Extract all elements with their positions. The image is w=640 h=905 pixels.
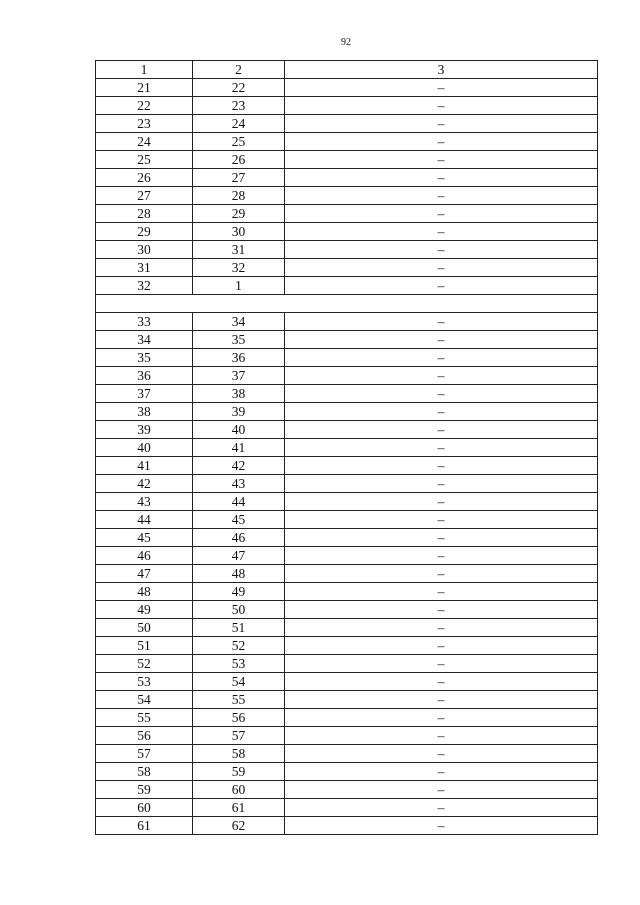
cell-col-3: – bbox=[285, 241, 598, 259]
cell-col-2: 50 bbox=[193, 601, 285, 619]
cell-col-2: 38 bbox=[193, 385, 285, 403]
cell-col-2: 45 bbox=[193, 511, 285, 529]
cell-col-1: 41 bbox=[96, 457, 193, 475]
cell-col-2: 22 bbox=[193, 79, 285, 97]
cell-col-3: – bbox=[285, 709, 598, 727]
table-row bbox=[96, 511, 598, 529]
cell-col-3: – bbox=[285, 637, 598, 655]
cell-col-1: 28 bbox=[96, 205, 193, 223]
cell-col-2: 32 bbox=[193, 259, 285, 277]
table-body bbox=[96, 61, 598, 835]
cell-col-2: 43 bbox=[193, 475, 285, 493]
cell-col-3: – bbox=[285, 817, 598, 835]
cell-col-1: 37 bbox=[96, 385, 193, 403]
cell-col-2: 39 bbox=[193, 403, 285, 421]
table-row bbox=[96, 259, 598, 277]
cell-col-1: 22 bbox=[96, 97, 193, 115]
data-table bbox=[95, 60, 598, 835]
cell-col-3: – bbox=[285, 475, 598, 493]
table-row bbox=[96, 457, 598, 475]
cell-col-1: 49 bbox=[96, 601, 193, 619]
cell-col-2: 40 bbox=[193, 421, 285, 439]
table-row bbox=[96, 169, 598, 187]
table-row bbox=[96, 691, 598, 709]
cell-col-1: 27 bbox=[96, 187, 193, 205]
cell-col-2: 54 bbox=[193, 673, 285, 691]
cell-col-3: – bbox=[285, 187, 598, 205]
cell-col-3: – bbox=[285, 763, 598, 781]
separator-row bbox=[96, 295, 598, 313]
cell-col-3: – bbox=[285, 115, 598, 133]
table-row bbox=[96, 331, 598, 349]
cell-col-1: 42 bbox=[96, 475, 193, 493]
cell-col-3: – bbox=[285, 619, 598, 637]
cell-col-2: 24 bbox=[193, 115, 285, 133]
table-row bbox=[96, 529, 598, 547]
cell-col-1: 60 bbox=[96, 799, 193, 817]
cell-col-3: – bbox=[285, 79, 598, 97]
cell-col-1: 30 bbox=[96, 241, 193, 259]
table-row bbox=[96, 421, 598, 439]
table-row bbox=[96, 583, 598, 601]
cell-col-2: 31 bbox=[193, 241, 285, 259]
cell-col-3: – bbox=[285, 547, 598, 565]
cell-col-1: 35 bbox=[96, 349, 193, 367]
cell-col-1: 54 bbox=[96, 691, 193, 709]
cell-col-3: – bbox=[285, 367, 598, 385]
table-row bbox=[96, 187, 598, 205]
table-row bbox=[96, 799, 598, 817]
cell-col-3: – bbox=[285, 601, 598, 619]
table-row bbox=[96, 115, 598, 133]
table-row bbox=[96, 781, 598, 799]
cell-col-2: 59 bbox=[193, 763, 285, 781]
header-cell-col-1: 1 bbox=[96, 61, 193, 79]
table-row bbox=[96, 475, 598, 493]
table-row bbox=[96, 349, 598, 367]
cell-col-2: 61 bbox=[193, 799, 285, 817]
cell-col-1: 44 bbox=[96, 511, 193, 529]
table-row bbox=[96, 493, 598, 511]
table-row bbox=[96, 151, 598, 169]
table-row bbox=[96, 655, 598, 673]
cell-col-3: – bbox=[285, 691, 598, 709]
cell-col-1: 21 bbox=[96, 79, 193, 97]
cell-col-3: – bbox=[285, 403, 598, 421]
cell-col-3: – bbox=[285, 511, 598, 529]
cell-col-3: – bbox=[285, 493, 598, 511]
cell-col-1: 38 bbox=[96, 403, 193, 421]
cell-col-2: 1 bbox=[193, 277, 285, 295]
header-cell-col-2: 2 bbox=[193, 61, 285, 79]
cell-col-2: 29 bbox=[193, 205, 285, 223]
cell-col-2: 55 bbox=[193, 691, 285, 709]
table-row bbox=[96, 619, 598, 637]
cell-col-1: 36 bbox=[96, 367, 193, 385]
cell-col-2: 51 bbox=[193, 619, 285, 637]
cell-col-2: 36 bbox=[193, 349, 285, 367]
cell-col-2: 37 bbox=[193, 367, 285, 385]
cell-col-2: 27 bbox=[193, 169, 285, 187]
cell-col-3: – bbox=[285, 781, 598, 799]
table-row bbox=[96, 133, 598, 151]
cell-col-1: 43 bbox=[96, 493, 193, 511]
cell-col-3: – bbox=[285, 421, 598, 439]
cell-col-1: 24 bbox=[96, 133, 193, 151]
cell-col-2: 28 bbox=[193, 187, 285, 205]
cell-col-1: 34 bbox=[96, 331, 193, 349]
cell-col-3: – bbox=[285, 439, 598, 457]
table-row bbox=[96, 403, 598, 421]
cell-col-1: 50 bbox=[96, 619, 193, 637]
cell-col-1: 31 bbox=[96, 259, 193, 277]
cell-col-3: – bbox=[285, 349, 598, 367]
table-row bbox=[96, 97, 598, 115]
cell-col-1: 39 bbox=[96, 421, 193, 439]
header-row bbox=[96, 61, 598, 79]
table-row bbox=[96, 367, 598, 385]
cell-col-1: 33 bbox=[96, 313, 193, 331]
table-row bbox=[96, 601, 598, 619]
cell-col-2: 47 bbox=[193, 547, 285, 565]
cell-col-1: 29 bbox=[96, 223, 193, 241]
cell-col-3: – bbox=[285, 799, 598, 817]
table-row bbox=[96, 277, 598, 295]
cell-col-2: 34 bbox=[193, 313, 285, 331]
cell-col-1: 48 bbox=[96, 583, 193, 601]
cell-col-3: – bbox=[285, 331, 598, 349]
table-row bbox=[96, 673, 598, 691]
cell-col-2: 62 bbox=[193, 817, 285, 835]
cell-col-3: – bbox=[285, 205, 598, 223]
cell-col-3: – bbox=[285, 97, 598, 115]
table-row bbox=[96, 709, 598, 727]
cell-col-1: 53 bbox=[96, 673, 193, 691]
page-number: 92 bbox=[341, 37, 351, 48]
cell-col-3: – bbox=[285, 277, 598, 295]
table-row bbox=[96, 817, 598, 835]
cell-col-2: 49 bbox=[193, 583, 285, 601]
cell-col-2: 57 bbox=[193, 727, 285, 745]
cell-col-2: 25 bbox=[193, 133, 285, 151]
cell-col-1: 47 bbox=[96, 565, 193, 583]
cell-col-1: 25 bbox=[96, 151, 193, 169]
cell-col-1: 51 bbox=[96, 637, 193, 655]
separator-cell bbox=[96, 295, 598, 313]
cell-col-2: 46 bbox=[193, 529, 285, 547]
table-row bbox=[96, 763, 598, 781]
cell-col-2: 30 bbox=[193, 223, 285, 241]
header-cell-col-3: 3 bbox=[285, 61, 598, 79]
cell-col-1: 58 bbox=[96, 763, 193, 781]
cell-col-2: 26 bbox=[193, 151, 285, 169]
cell-col-2: 42 bbox=[193, 457, 285, 475]
cell-col-2: 52 bbox=[193, 637, 285, 655]
table-row bbox=[96, 79, 598, 97]
cell-col-3: – bbox=[285, 313, 598, 331]
cell-col-1: 61 bbox=[96, 817, 193, 835]
table-row bbox=[96, 205, 598, 223]
cell-col-1: 56 bbox=[96, 727, 193, 745]
cell-col-3: – bbox=[285, 727, 598, 745]
cell-col-1: 59 bbox=[96, 781, 193, 799]
table-row bbox=[96, 439, 598, 457]
cell-col-3: – bbox=[285, 745, 598, 763]
table-row bbox=[96, 727, 598, 745]
table-row bbox=[96, 385, 598, 403]
cell-col-2: 58 bbox=[193, 745, 285, 763]
cell-col-3: – bbox=[285, 583, 598, 601]
cell-col-1: 57 bbox=[96, 745, 193, 763]
cell-col-1: 23 bbox=[96, 115, 193, 133]
cell-col-2: 53 bbox=[193, 655, 285, 673]
table-row bbox=[96, 745, 598, 763]
cell-col-1: 32 bbox=[96, 277, 193, 295]
table-row bbox=[96, 547, 598, 565]
cell-col-2: 60 bbox=[193, 781, 285, 799]
cell-col-3: – bbox=[285, 529, 598, 547]
cell-col-2: 35 bbox=[193, 331, 285, 349]
cell-col-2: 44 bbox=[193, 493, 285, 511]
cell-col-1: 40 bbox=[96, 439, 193, 457]
cell-col-3: – bbox=[285, 133, 598, 151]
cell-col-1: 45 bbox=[96, 529, 193, 547]
cell-col-3: – bbox=[285, 457, 598, 475]
cell-col-3: – bbox=[285, 673, 598, 691]
table-row bbox=[96, 223, 598, 241]
cell-col-2: 41 bbox=[193, 439, 285, 457]
cell-col-3: – bbox=[285, 385, 598, 403]
cell-col-1: 26 bbox=[96, 169, 193, 187]
cell-col-2: 56 bbox=[193, 709, 285, 727]
cell-col-2: 23 bbox=[193, 97, 285, 115]
cell-col-3: – bbox=[285, 655, 598, 673]
table-row bbox=[96, 637, 598, 655]
table-row bbox=[96, 565, 598, 583]
cell-col-3: – bbox=[285, 169, 598, 187]
table-row bbox=[96, 241, 598, 259]
cell-col-1: 46 bbox=[96, 547, 193, 565]
cell-col-3: – bbox=[285, 565, 598, 583]
cell-col-2: 48 bbox=[193, 565, 285, 583]
cell-col-3: – bbox=[285, 259, 598, 277]
cell-col-3: – bbox=[285, 223, 598, 241]
cell-col-1: 52 bbox=[96, 655, 193, 673]
cell-col-3: – bbox=[285, 151, 598, 169]
table-row bbox=[96, 313, 598, 331]
cell-col-1: 55 bbox=[96, 709, 193, 727]
